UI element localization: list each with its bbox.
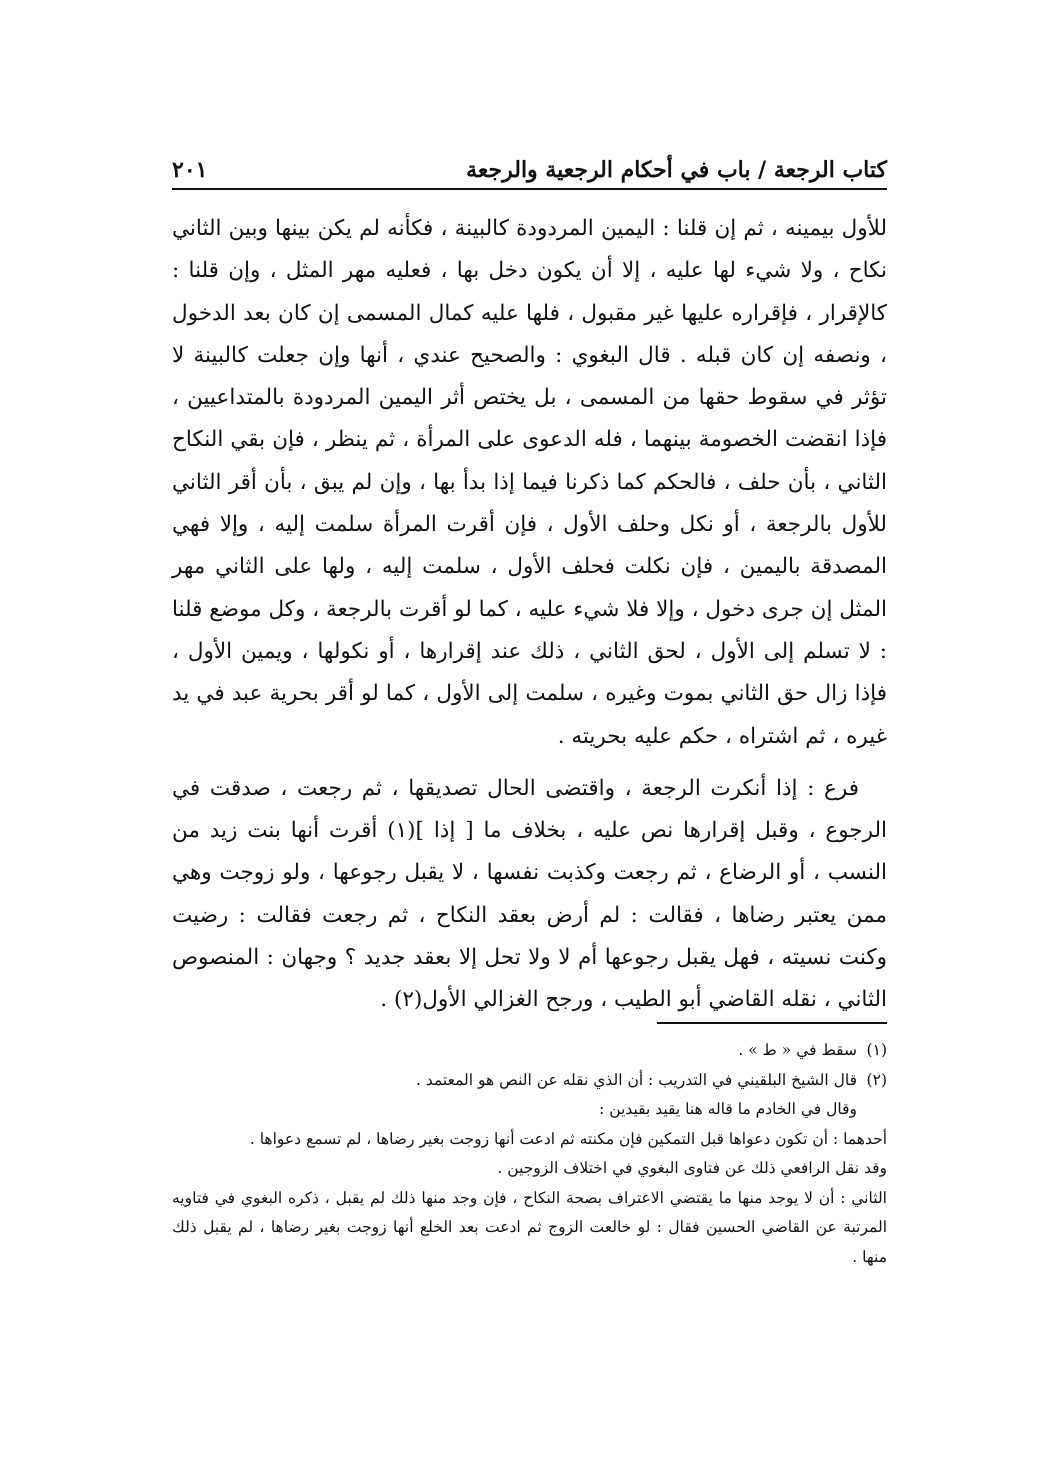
footnote-number: (١): [866, 1041, 887, 1059]
footnote-1: [172, 1036, 887, 1066]
page-number: ٢٠١: [172, 157, 208, 183]
running-title: كتاب الرجعة / باب في أحكام الرجعية والرجعة: [466, 157, 887, 183]
page-header: [172, 150, 887, 190]
header-rule: [172, 188, 887, 190]
footnote-text: سقط في « ط » .: [738, 1041, 857, 1059]
footnote-line: أحدهما : أن تكون دعواها قبل التمكين فإن مكنته ثم ادعت أنها زوجت بغير رضاها ، لم تسمع دعواها .: [249, 1129, 887, 1148]
paragraph-far: فرع : إذا أنكرت الرجعة ، واقتضى الحال تصديقها ، ثم رجعت ، صدقت في الرجوع ، وقبل إقرارها نص عليه ، بخلاف ما [ إذا ](١) أقرت أنها بنت زيد من النسب ، أو الرضاع ، ثم رجعت وكذبت نفسها ، لا يقبل رجوعها ، ولو زوجت وهي ممن يعتبر رضاها ، فقالت : لم أرض بعقد النكاح ، ثم رجعت فقالت : رضيت وكنت نسيته ، فهل يقبل رجوعها أم لا ولا تحل إلا بعقد جديد ؟ وجهان : المنصوص الثاني ، نقله القاضي أبو الطيب ، ورجح الغزالي الأول(٢) .: [172, 775, 887, 1013]
footnote-number: (٢): [866, 1070, 887, 1089]
main-text: [172, 208, 887, 1022]
paragraph: للأول بيمينه ، ثم إن قلنا : اليمين المردودة كالبينة ، فكأنه لم يكن بينها وبين الثاني نكاح ، ولا شيء لها عليه ، إلا أن يكون دخل بها ، فعليه مهر المثل ، وإن قلنا : كالإقرار ، فإقراره عليها غير مقبول ، فلها عليه كمال المسمى إن كان بعد الدخول ، ونصفه إن كان قبله . قال البغوي : والصحيح عندي ، أنها وإن جعلت كالبينة لا تؤثر في سقوط حقها من المسمى ، بل يختص أثر اليمين المردودة بالمتداعيين ، فإذا انقضت الخصومة بينهما ، فله الدعوى على المرأة ، ثم ينظر ، فإن بقي النكاح الثاني ، بأن حلف ، فالحكم كما ذكرنا فيما إذا بدأ بها ، وإن لم يبق ، بأن أقر الثاني للأول بالرجعة ، أو نكل وحلف الأول ، فإن أقرت المرأة سلمت إليه ، وإلا فهي المصدقة باليمين ، فإن نكلت فحلف الأول ، سلمت إليه ، ولها على الثاني مهر المثل إن جرى دخول ، وإلا فلا شيء عليه ، كما لو أقرت بالرجعة ، وكل موضع قلنا : لا تسلم إلى الأول ، لحق الثاني ، ذلك عند إقرارها ، أو نكولها ، ويمين الأول ، فإذا زال حق الثاني بموت وغيره ، سلمت إلى الأول ، كما لو أقر بحرية عبد في يد غيره ، ثم اشتراه ، حكم عليه بحريته .: [172, 216, 887, 749]
footnote-line: وقد نقل الرافعي ذلك عن فتاوى البغوي في اختلاف الزوجين .: [497, 1159, 887, 1177]
footnote-line: الثاني : أن لا يوجد منها ما يقتضي الاعتراف بصحة النكاح ، فإن وجد منها ذلك لم يقبل ، ذكره البغوي في فتاويه المرتبة عن القاضي الحسين فقال : لو خالعت الزوج ثم ادعت بعد الخلع أنها زوجت بغير رضاها ، لم يقبل ذلك منها .: [172, 1188, 887, 1266]
footnote-text: قال الشيخ البلقيني في التدريب : أن الذي نقله عن النص هو المعتمد .: [415, 1070, 857, 1089]
footnotes: [172, 1036, 887, 1272]
footnote-line: وقال في الخادم ما قاله هنا يقيد بقيدين :: [599, 1100, 857, 1118]
footnote-2: [172, 1066, 887, 1096]
footnote-separator: [657, 1022, 887, 1024]
